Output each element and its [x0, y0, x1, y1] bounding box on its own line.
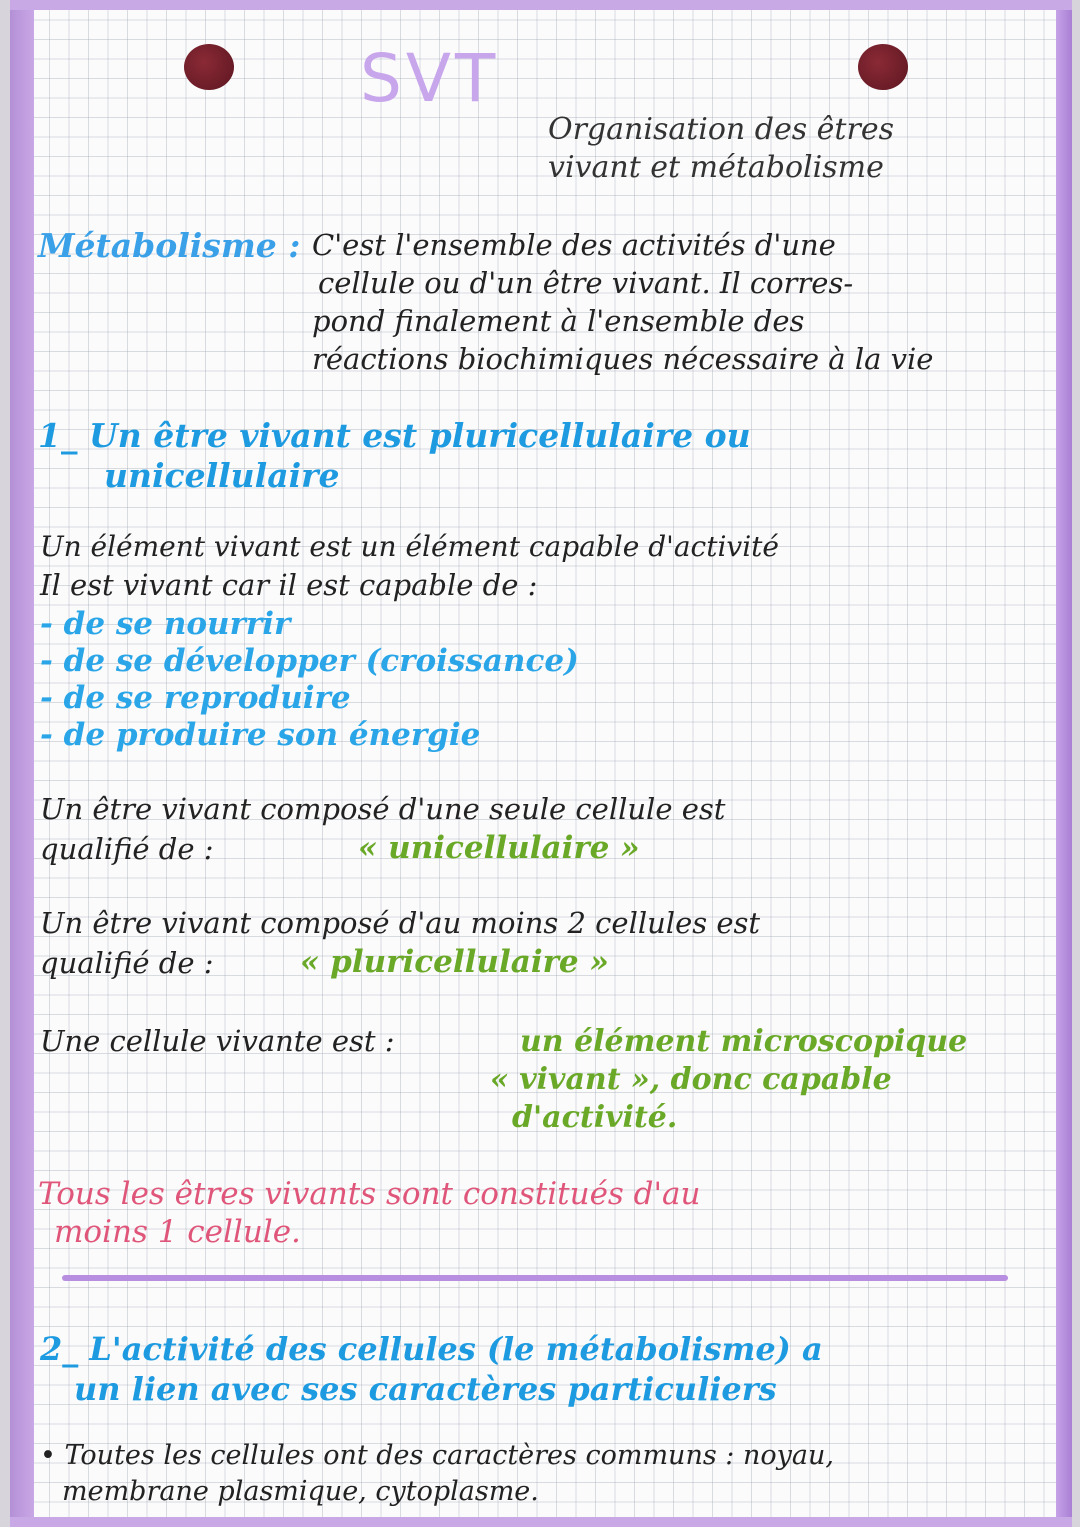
capacity-item-1: - de se nourrir: [40, 606, 291, 642]
right-purple-margin: [1056, 0, 1072, 1527]
binder-hole-left: [184, 44, 234, 90]
binder-hole-right: [858, 44, 908, 90]
subtitle-line-2: vivant et métabolisme: [548, 150, 884, 185]
metabolisme-line-4: réactions biochimiques nécessaire à la vie: [312, 342, 934, 376]
metabolisme-line-1: C'est l'ensemble des activités d'une: [312, 228, 836, 262]
section1-heading-line-2: unicellulaire: [104, 456, 340, 495]
pluricellulaire-term: « pluricellulaire »: [300, 944, 609, 980]
section-divider: [62, 1275, 1008, 1281]
cell-def-line-1: Une cellule vivante est :: [40, 1024, 395, 1058]
section1-heading-line-1: 1_ Un être vivant est pluricellulaire ou: [38, 416, 751, 455]
capacity-item-4: - de produire son énergie: [40, 717, 481, 753]
cell-def-green-2: « vivant », donc capable: [490, 1062, 892, 1097]
left-purple-margin: [10, 0, 34, 1527]
cell-def-green-1: un élément microscopique: [520, 1024, 968, 1059]
capacity-item-3: - de se reproduire: [40, 680, 351, 716]
top-purple-margin: [10, 0, 1072, 10]
pluri-line-2: qualifié de :: [40, 946, 214, 980]
unicellulaire-term: « unicellulaire »: [358, 830, 640, 866]
bottom-purple-margin: [10, 1517, 1072, 1527]
page-title: SVT: [360, 40, 500, 117]
pluri-line-1: Un être vivant composé d'au moins 2 cellules est: [40, 906, 761, 940]
subtitle-line-1: Organisation des êtres: [548, 112, 894, 147]
section1-intro-line-2: Il est vivant car il est capable de :: [40, 568, 538, 602]
conclusion-line-2: moins 1 cellule.: [54, 1214, 301, 1250]
section2-heading-line-1: 2_ L'activité des cellules (le métabolisme) a: [40, 1330, 823, 1368]
cell-def-green-3: d'activité.: [512, 1100, 678, 1135]
section1-intro-line-1: Un élément vivant est un élément capable d'activité: [40, 530, 780, 563]
uni-line-1: Un être vivant composé d'une seule cellule est: [40, 792, 726, 826]
section2-bullet-line-2: membrane plasmique, cytoplasme.: [62, 1476, 539, 1507]
metabolisme-label: Métabolisme :: [38, 226, 301, 265]
section2-bullet-line-1: • Toutes les cellules ont des caractères communs : noyau,: [40, 1440, 834, 1471]
metabolisme-line-2: cellule ou d'un être vivant. Il corres-: [318, 266, 854, 300]
capacity-item-2: - de se développer (croissance): [40, 643, 579, 679]
metabolisme-line-3: pond finalement à l'ensemble des: [312, 304, 805, 338]
conclusion-line-1: Tous les êtres vivants sont constitués d'au: [38, 1176, 701, 1212]
section2-heading-line-2: un lien avec ses caractères particuliers: [74, 1370, 777, 1408]
uni-line-2: qualifié de :: [40, 832, 214, 866]
